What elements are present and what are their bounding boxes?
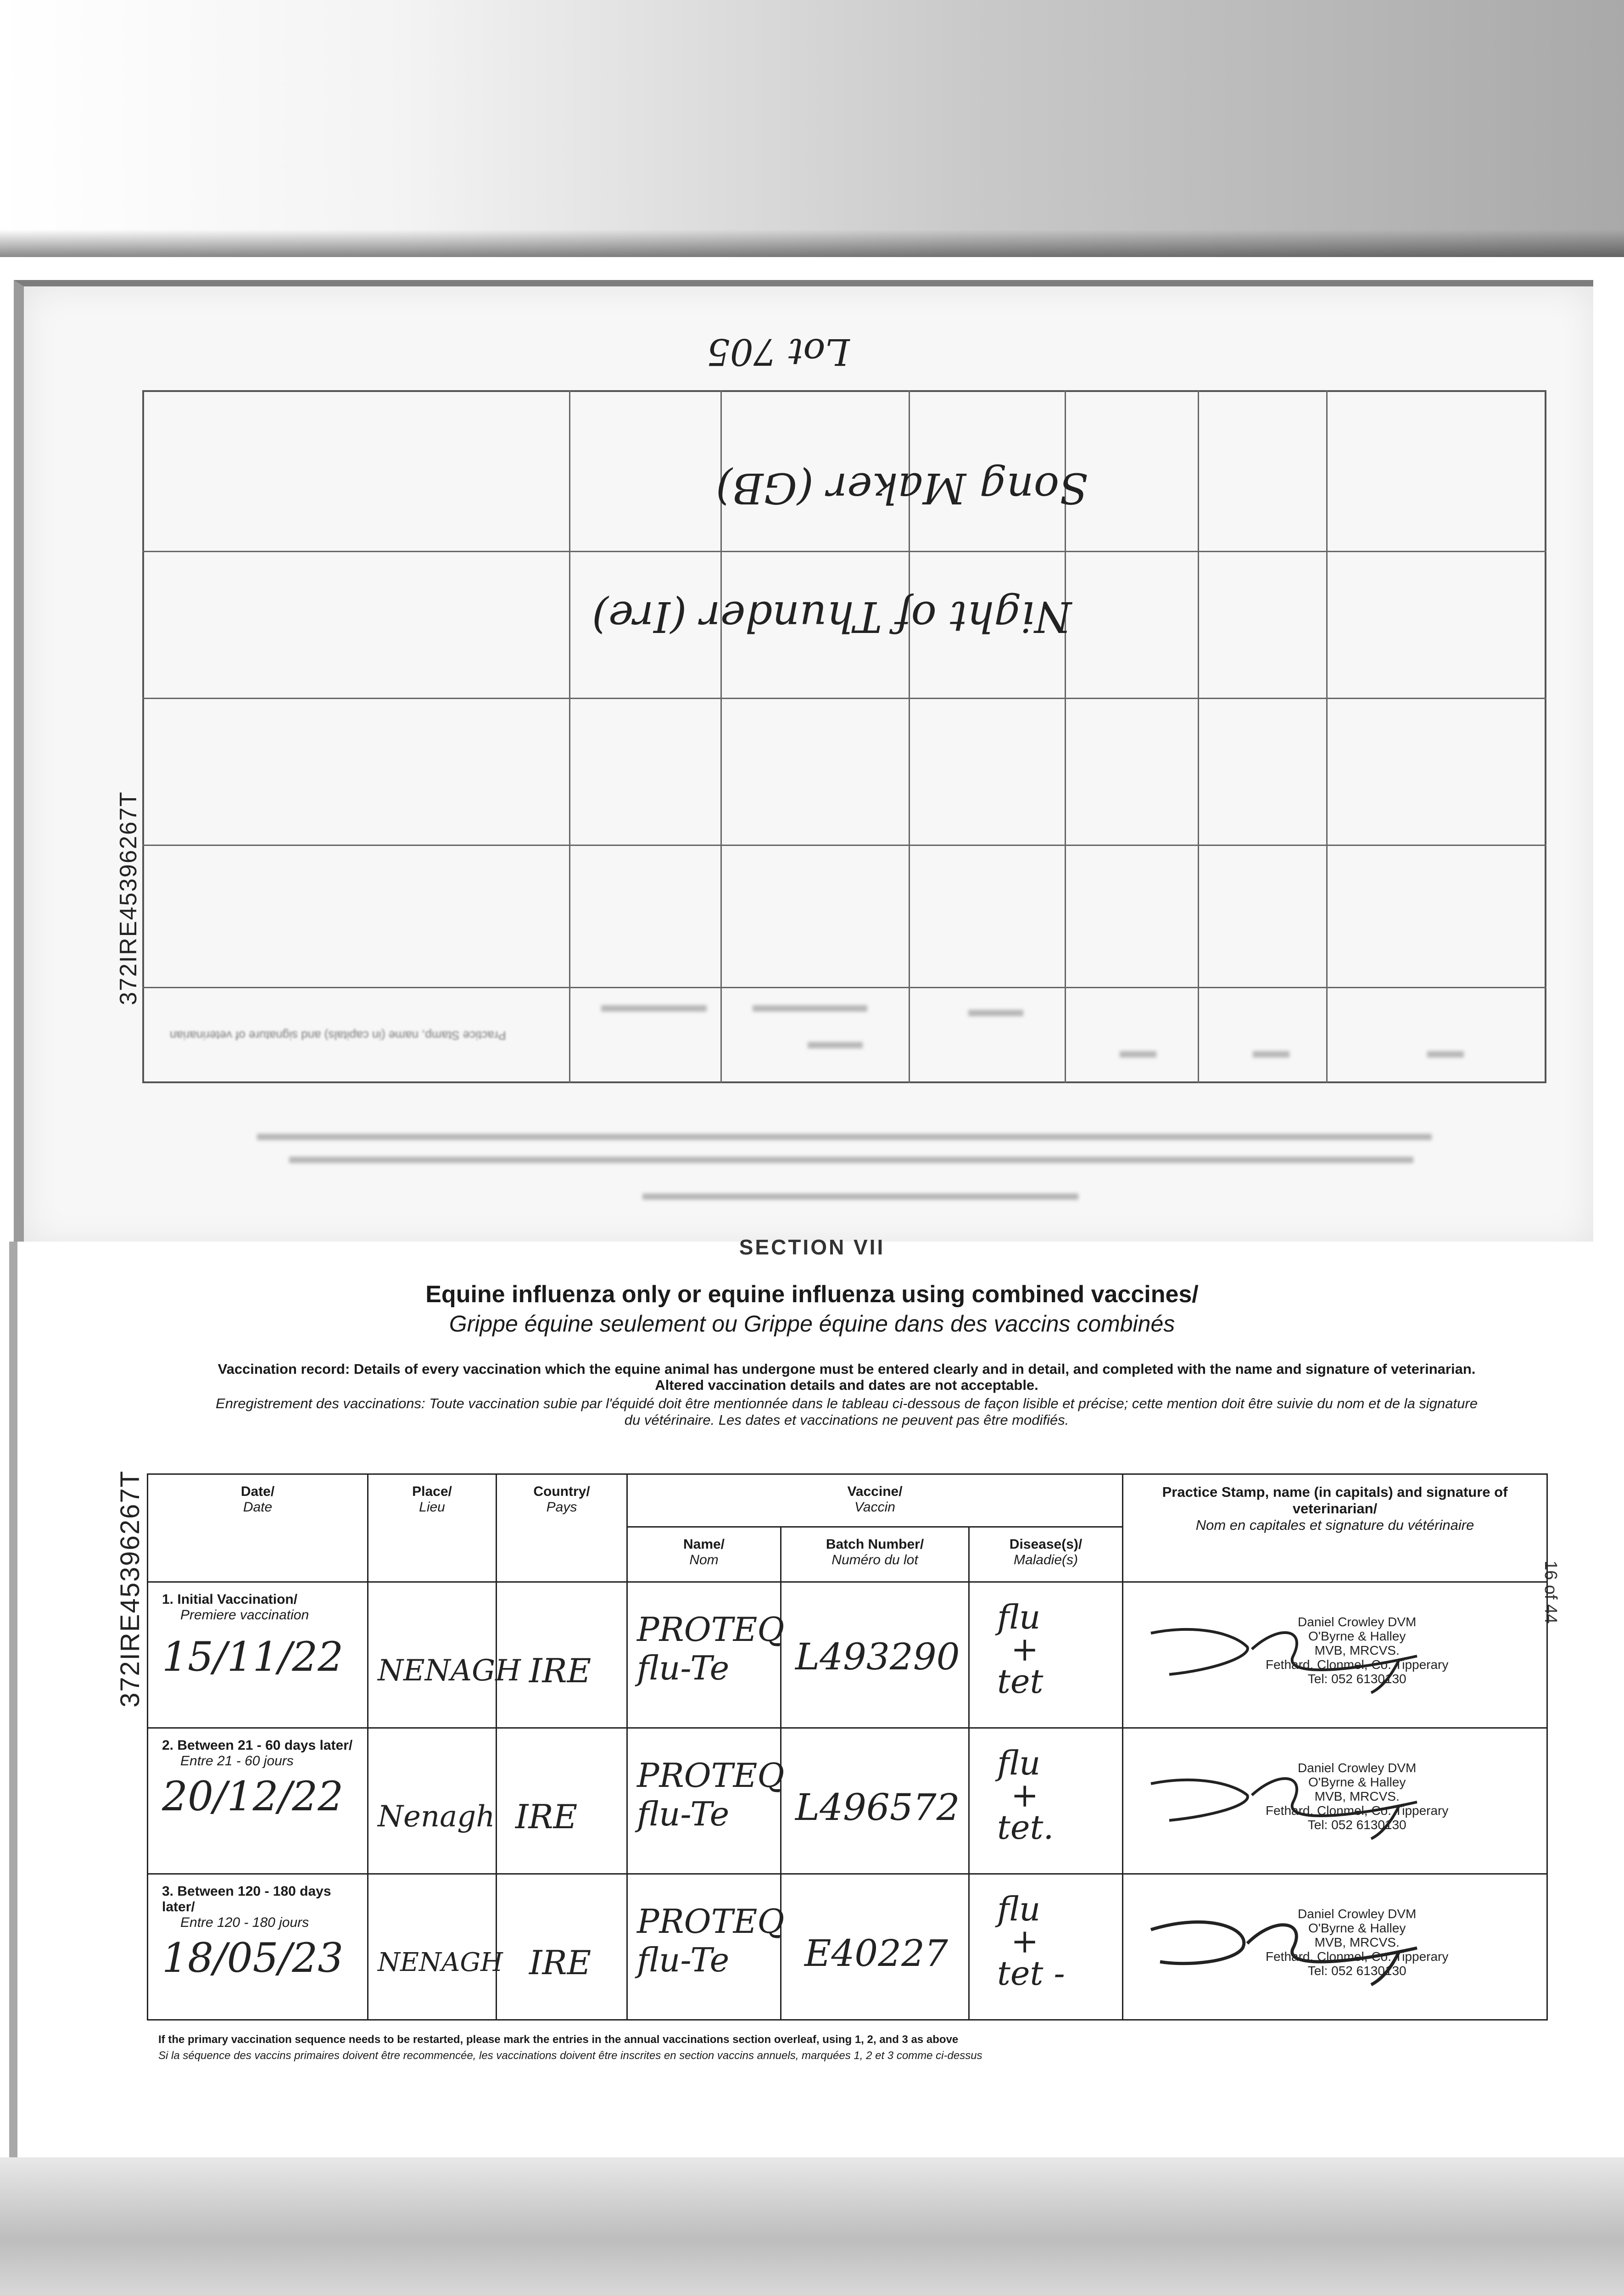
table-row: [148, 1582, 1547, 1728]
table-row: [148, 1728, 1547, 1874]
upper-blur-text: [1253, 1051, 1289, 1058]
row-batch-text: E40227: [804, 1932, 948, 1975]
row-disease-line3: tet: [997, 1662, 1044, 1701]
passport-id-lower: 372IRE45396267T: [115, 1470, 145, 1707]
stamp-line: MVB, MRCVS.: [1314, 1643, 1400, 1657]
upper-row-night-of-thunder: Night of Thunder (Ire): [592, 592, 1072, 641]
row-disease: [969, 1728, 1123, 1874]
footnote-fr: Si la séquence des vaccins primaires doivent être recommencée, les vaccinations doivent être inscrites en section vaccins annuels, marquées 1, 2 et 3 comme ci-dessus: [158, 2049, 982, 2062]
upper-table: [142, 390, 1546, 1083]
upper-row-divider: [142, 845, 1546, 846]
row-batch: [781, 1582, 969, 1728]
row-vet-stamp: [1123, 1582, 1547, 1728]
section-title-fr: Grippe équine seulement ou Grippe équine dans des vaccins combinés: [449, 1311, 1175, 1337]
stamp-line: Daniel Crowley DVM: [1298, 1615, 1417, 1629]
row-disease-line2: +: [1011, 1922, 1039, 1960]
stamp-line: Fethard, Clonmel, Co. Tipperary: [1266, 1803, 1449, 1818]
upper-row-divider: [142, 551, 1546, 552]
header-disease: [969, 1527, 1123, 1582]
table-row: [148, 1874, 1547, 2020]
row-label-fr: Entre 21 - 60 jours: [180, 1753, 294, 1769]
footnote-en: If the primary vaccination sequence needs to be restarted, please mark the entries in the annual vaccinations section overleaf, using 1, 2, and 3 as above: [158, 2033, 959, 2046]
row-country-text: IRE: [515, 1797, 578, 1836]
vet-stamp-text: [1266, 1907, 1448, 1978]
header-vaccine: [627, 1474, 1123, 1527]
note-en-1: Vaccination record: Details of every vaccination which the equine animal has undergone must be entered clearly and in detail, and completed with the name and signature of veterinarian.: [218, 1361, 1476, 1377]
row-disease-line2: +: [1011, 1630, 1039, 1668]
row-label-fr: Entre 120 - 180 jours: [180, 1915, 309, 1930]
stamp-line: Tel: 052 6130130: [1307, 1672, 1406, 1686]
header-name-fr: Nom: [689, 1552, 719, 1567]
row-vet-stamp: [1123, 1874, 1547, 2020]
stamp-line: Fethard, Clonmel, Co. Tipperary: [1266, 1949, 1449, 1964]
stamp-line: O'Byrne & Halley: [1308, 1775, 1406, 1789]
header-place: [368, 1474, 497, 1582]
header-batch: [781, 1527, 969, 1582]
vaccination-table: [147, 1473, 1548, 2021]
row-batch: [781, 1874, 969, 2020]
header-name-en: Name/: [683, 1537, 725, 1552]
row-batch-text: L496572: [795, 1786, 960, 1829]
header-date: [148, 1474, 368, 1582]
row-disease-line3: tet -: [997, 1954, 1065, 1993]
row-country: [497, 1874, 627, 2020]
upper-blur-text: [968, 1010, 1023, 1016]
upper-row-divider: [142, 987, 1546, 988]
upper-col-divider: [1326, 390, 1328, 1083]
row-label-en: 3. Between 120 - 180 days later/: [162, 1884, 331, 1914]
row-disease-line2: +: [1011, 1776, 1039, 1814]
row-disease-line1: flu: [997, 1890, 1041, 1928]
stamp-line: O'Byrne & Halley: [1308, 1629, 1406, 1643]
row-place: [368, 1728, 497, 1874]
upper-footer-header: Practice Stamp, name (in capitals) and signature of veterinarian: [170, 1029, 506, 1042]
section-label: SECTION VII: [739, 1235, 885, 1259]
row-label-fr: Premiere vaccination: [180, 1607, 309, 1623]
row-date: 15/11/22: [162, 1633, 344, 1680]
header-batch-fr: Numéro du lot: [832, 1552, 918, 1567]
vet-stamp-text: [1266, 1761, 1448, 1832]
row-disease-line1: flu: [997, 1744, 1041, 1782]
row-vaccine-name-line2: flu-Te: [637, 1941, 730, 1979]
stamp-line: Daniel Crowley DVM: [1298, 1761, 1417, 1775]
row-place-text: Nenagh: [378, 1800, 495, 1834]
vet-stamp-text: [1266, 1615, 1448, 1686]
row-place-text: NENAGH: [378, 1948, 503, 1977]
passport-id-upper: 372IRE45396267T: [115, 791, 142, 1005]
header-disease-fr: Maladie(s): [1013, 1552, 1078, 1567]
section-title-en: Equine influenza only or equine influenza using combined vaccines/: [425, 1281, 1199, 1308]
row-vaccine-name-line2: flu-Te: [637, 1795, 730, 1833]
row-label-en: 2. Between 21 - 60 days later/: [162, 1738, 353, 1753]
row-place-text: NENAGH: [378, 1654, 521, 1688]
header-vaccine-en: Vaccine/: [847, 1484, 903, 1499]
header-stamp-en: Practice Stamp, name (in capitals) and signature of veterinarian/: [1162, 1484, 1508, 1517]
header-country: [497, 1474, 627, 1582]
row-date: 20/12/22: [162, 1773, 344, 1820]
row-vaccine-name: [627, 1582, 785, 1728]
row-place: [368, 1874, 503, 2020]
row-vaccine-name-line1: PROTEQ: [637, 1902, 785, 1941]
note-en-2: Altered vaccination details and dates are not acceptable.: [655, 1377, 1038, 1393]
row-batch: [781, 1728, 969, 1874]
note-fr-2: du vétérinaire. Les dates et vaccinations ne peuvent pas être modifiés.: [624, 1412, 1069, 1428]
row-country-text: IRE: [529, 1943, 592, 1982]
upper-blur-text: [808, 1042, 863, 1048]
header-batch-en: Batch Number/: [826, 1537, 924, 1552]
upper-handwritten-lot: Lot 705: [707, 330, 850, 373]
row-vaccine-name: [627, 1874, 785, 2020]
stamp-line: O'Byrne & Halley: [1308, 1921, 1406, 1935]
upper-blur-footer: [257, 1134, 1432, 1140]
row-disease: [969, 1874, 1123, 2020]
row-date-cell: [148, 1874, 368, 2020]
stamp-line: Daniel Crowley DVM: [1298, 1907, 1417, 1921]
row-batch-text: L493290: [795, 1635, 960, 1678]
upper-blur-footer: [289, 1157, 1413, 1163]
upper-col-divider: [569, 390, 570, 1083]
note-fr-1: Enregistrement des vaccinations: Toute vaccination subie par l'équidé doit être mentionnée dans le tableau ci-dessous de façon lisible et précise; cette mention doit être suivie du nom et de la signature: [216, 1395, 1478, 1411]
upper-row-divider: [142, 698, 1546, 699]
row-label-en: 1. Initial Vaccination/: [162, 1592, 298, 1607]
upper-blur-text: [753, 1005, 867, 1012]
upper-row-song-maker: Song Maker (GB): [716, 464, 1088, 513]
stamp-line: MVB, MRCVS.: [1314, 1789, 1400, 1803]
upper-col-divider: [1198, 390, 1199, 1083]
header-vaccine-name: [627, 1527, 781, 1582]
row-vaccine-name-line2: flu-Te: [637, 1649, 730, 1687]
row-date-cell: [148, 1582, 368, 1728]
page-number: 16 of 44: [1541, 1561, 1560, 1624]
row-date-cell: [148, 1728, 368, 1874]
row-vaccine-name: [627, 1728, 785, 1874]
row-disease-line1: flu: [997, 1598, 1041, 1636]
header-place-en: Place/: [412, 1484, 452, 1499]
header-date-fr: Date: [243, 1500, 273, 1515]
row-vet-stamp: [1123, 1728, 1547, 1874]
header-vaccine-fr: Vaccin: [854, 1500, 895, 1515]
stamp-line: Fethard, Clonmel, Co. Tipperary: [1266, 1657, 1449, 1672]
row-place: [368, 1582, 521, 1728]
header-date-en: Date/: [240, 1484, 275, 1499]
header-stamp-fr: Nom en capitales et signature du vétérinaire: [1195, 1517, 1474, 1533]
upper-blur-text: [1120, 1051, 1156, 1058]
stamp-line: Tel: 052 6130130: [1307, 1818, 1406, 1832]
header-country-fr: Pays: [546, 1500, 577, 1515]
upper-blur-footer: [642, 1193, 1078, 1200]
header-disease-en: Disease(s)/: [1009, 1537, 1083, 1552]
row-vaccine-name-line1: PROTEQ: [637, 1756, 785, 1795]
header-place-fr: Lieu: [419, 1500, 445, 1515]
upper-blur-text: [601, 1005, 707, 1012]
row-disease: [969, 1582, 1123, 1728]
row-vaccine-name-line1: PROTEQ: [637, 1610, 785, 1649]
row-date: 18/05/23: [162, 1934, 344, 1982]
upper-blur-text: [1427, 1051, 1464, 1058]
row-disease-line3: tet.: [997, 1808, 1054, 1847]
scan-background-bottom: [0, 2157, 1624, 2295]
header-country-en: Country/: [533, 1484, 590, 1499]
stamp-line: MVB, MRCVS.: [1314, 1935, 1400, 1949]
row-country-text: IRE: [529, 1651, 592, 1690]
scan-background-top: [0, 0, 1624, 257]
stamp-line: Tel: 052 6130130: [1307, 1964, 1406, 1978]
header-stamp: [1123, 1474, 1547, 1582]
row-country: [497, 1728, 627, 1874]
